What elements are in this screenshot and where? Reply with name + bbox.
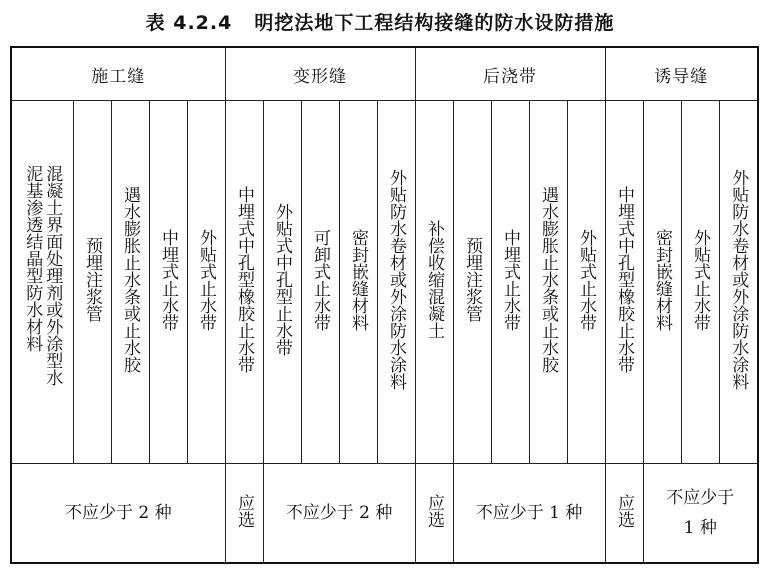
header-row <box>11 47 758 101</box>
measure-cell <box>111 101 149 464</box>
measure-text: 密封嵌缝材料 <box>348 228 369 331</box>
measure-cell <box>719 101 758 464</box>
measure-text: 遇水膨胀止水条或止水胶 <box>120 186 140 373</box>
measure-cell <box>11 101 73 464</box>
requirement-construction-joint: 不应少于 2 种 <box>11 464 225 564</box>
measure-cell <box>605 101 643 464</box>
measure-cell <box>567 101 605 464</box>
measure-cell <box>73 101 111 464</box>
table-caption: 明挖法地下工程结构接缝的防水设防措施 <box>254 12 615 34</box>
measure-text: 混凝土界面处理剂或外涂型水泥基渗透结晶型防水材料 <box>22 164 63 386</box>
measure-text: 中埋式中孔型橡胶止水带 <box>614 186 635 373</box>
requirement-line: 1 种 <box>683 518 717 538</box>
mandatory-post-pour-strip: 应选 <box>415 464 453 564</box>
requirement-induced-joint <box>643 464 758 564</box>
header-post-pour-strip: 后浇带 <box>415 47 605 101</box>
requirement-row <box>11 464 758 564</box>
table-title <box>0 6 760 40</box>
measure-text: 补偿收缩混凝土 <box>424 220 445 339</box>
mandatory-induced-joint: 应选 <box>605 464 643 564</box>
measure-cell <box>453 101 491 464</box>
measure-text: 可卸式止水带 <box>310 228 331 331</box>
measure-text: 外贴防水卷材或外涂防水涂料 <box>728 169 749 390</box>
measures-row <box>11 101 758 464</box>
measure-text: 外贴式止水带 <box>690 228 711 331</box>
measure-text: 外贴式中孔型止水带 <box>272 203 293 356</box>
measure-cell <box>491 101 529 464</box>
table-number: 表 4.2.4 <box>145 12 233 34</box>
measure-text: 预埋注浆管 <box>462 237 483 322</box>
measure-cell <box>149 101 187 464</box>
measure-cell <box>263 101 301 464</box>
measure-cell <box>415 101 453 464</box>
measure-text: 中埋式止水带 <box>500 228 521 331</box>
waterproofing-measures-table <box>10 46 759 564</box>
measure-cell <box>377 101 415 464</box>
requirement-deformation-joint: 不应少于 2 种 <box>263 464 415 564</box>
header-construction-joint: 施工缝 <box>11 47 225 101</box>
measure-cell <box>225 101 263 464</box>
measure-text: 外贴防水卷材或外涂防水涂料 <box>386 169 407 390</box>
measure-cell <box>339 101 377 464</box>
measure-text: 预埋注浆管 <box>82 237 102 322</box>
measure-cell <box>529 101 567 464</box>
measure-text: 外贴式止水带 <box>576 228 597 331</box>
measure-text: 中埋式止水带 <box>158 228 178 331</box>
measure-text: 密封嵌缝材料 <box>652 228 673 331</box>
measure-cell <box>643 101 681 464</box>
requirement-post-pour-strip: 不应少于 1 种 <box>453 464 605 564</box>
measure-text: 遇水膨胀止水条或止水胶 <box>538 186 559 373</box>
measure-text: 中埋式中孔型橡胶止水带 <box>234 186 255 373</box>
mandatory-deformation-joint: 应选 <box>225 464 263 564</box>
header-deformation-joint: 变形缝 <box>225 47 415 101</box>
header-induced-joint: 诱导缝 <box>605 47 758 101</box>
measure-cell <box>681 101 719 464</box>
requirement-line: 不应少于 <box>666 488 735 508</box>
measure-cell <box>187 101 225 464</box>
measure-cell <box>301 101 339 464</box>
measure-text: 外贴式止水带 <box>196 228 217 331</box>
